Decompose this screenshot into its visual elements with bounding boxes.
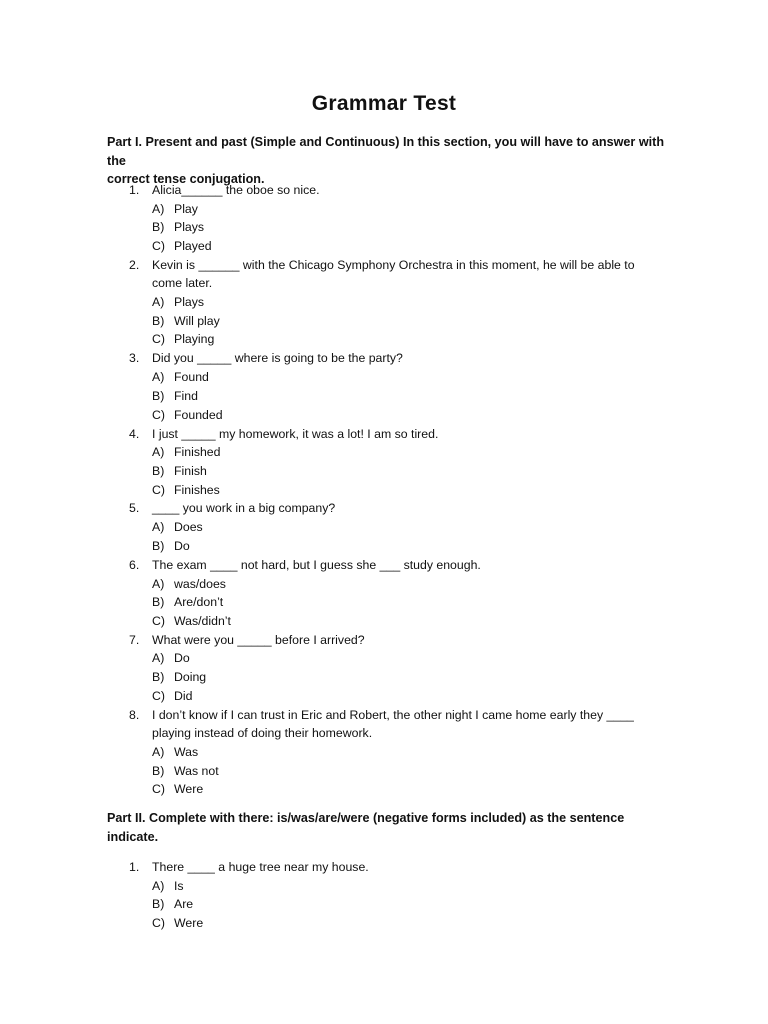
option-text: Was [174, 745, 199, 759]
option-text: Play [174, 202, 198, 216]
option-letter: A) [152, 520, 165, 534]
part2-heading-line1: Part II. Complete with there: is/was/are/were (negative forms included) as the sentence [107, 811, 625, 825]
page-title: Grammar Test [311, 92, 457, 115]
option-letter: C) [152, 916, 165, 930]
option-letter: A) [152, 202, 165, 216]
option-text: Finish [174, 464, 207, 478]
option-text: Doing [174, 670, 207, 684]
option-text: Was/didn’t [174, 614, 231, 628]
part1-heading-line2: correct tense conjugation. [107, 172, 265, 187]
option-letter: B) [152, 389, 165, 403]
option-letter: A) [152, 651, 165, 665]
part1-heading-line1: Part I. Present and past (Simple and Continuous) In this section, you will have to answer with the [107, 135, 665, 168]
question-number: 1. [129, 183, 140, 197]
option-letter: B) [152, 764, 165, 778]
option-letter: B) [152, 220, 165, 234]
option-text: Do [174, 539, 190, 553]
option-letter: A) [152, 445, 165, 459]
option-letter: B) [152, 595, 165, 609]
option-text: Were [174, 916, 204, 930]
option-letter: C) [152, 239, 165, 253]
option-letter: C) [152, 483, 165, 497]
option-text: Are [174, 897, 194, 911]
option-text: Will play [174, 314, 220, 328]
option-letter: A) [152, 879, 165, 893]
question-number: 6. [129, 558, 140, 572]
question-text: Kevin is ______ with the Chicago Symphony Orchestra in this moment, he will be able to [152, 258, 635, 272]
option-text: Finished [174, 445, 221, 459]
part2-heading-line2: indicate. [107, 829, 159, 844]
question-text: I just _____ my homework, it was a lot! I am so tired. [152, 427, 439, 441]
option-letter: B) [152, 314, 165, 328]
option-letter: C) [152, 689, 165, 703]
option-text: Plays [174, 295, 205, 309]
option-text: Is [174, 879, 184, 893]
question-text: There ____ a huge tree near my house. [152, 860, 369, 874]
option-letter: B) [152, 539, 165, 553]
option-text: Did [174, 689, 193, 703]
question-text: The exam ____ not hard, but I guess she ___ study enough. [152, 558, 481, 572]
option-letter: A) [152, 295, 165, 309]
option-text: was/does [174, 577, 226, 591]
option-text: Does [174, 520, 203, 534]
option-letter: A) [152, 370, 165, 384]
question-number: 1. [129, 860, 140, 874]
option-letter: C) [152, 614, 165, 628]
question-number: 2. [129, 258, 140, 272]
option-text: Founded [174, 408, 223, 422]
option-text: Find [174, 389, 198, 403]
option-text: Played [174, 239, 212, 253]
question-number: 5. [129, 501, 140, 515]
option-text: Plays [174, 220, 205, 234]
question-text: I don’t know if I can trust in Eric and Robert, the other night I came home early they ____ [152, 708, 634, 722]
question-number: 8. [129, 708, 140, 722]
option-letter: B) [152, 464, 165, 478]
question-text: Alicia______ the oboe so nice. [152, 183, 320, 197]
question-number: 7. [129, 633, 140, 647]
question-text: Did you _____ where is going to be the party? [152, 351, 403, 365]
option-text: Do [174, 651, 190, 665]
option-text: Found [174, 370, 209, 384]
option-text: Finishes [174, 483, 220, 497]
question-text-continued: come later. [152, 276, 213, 290]
question-number: 4. [129, 427, 140, 441]
option-letter: A) [152, 745, 165, 759]
option-letter: B) [152, 897, 165, 911]
question-text: ____ you work in a big company? [152, 501, 336, 515]
option-text: Playing [174, 332, 215, 346]
part2-heading [107, 809, 682, 846]
question-text-continued: playing instead of doing their homework. [152, 726, 373, 740]
option-letter: B) [152, 670, 165, 684]
option-text: Were [174, 782, 204, 796]
option-text: Are/don’t [174, 595, 224, 609]
option-letter: A) [152, 577, 165, 591]
question-text: What were you _____ before I arrived? [152, 633, 365, 647]
option-letter: C) [152, 782, 165, 796]
option-letter: C) [152, 408, 165, 422]
option-letter: C) [152, 332, 165, 346]
option-text: Was not [174, 764, 219, 778]
question-number: 3. [129, 351, 140, 365]
